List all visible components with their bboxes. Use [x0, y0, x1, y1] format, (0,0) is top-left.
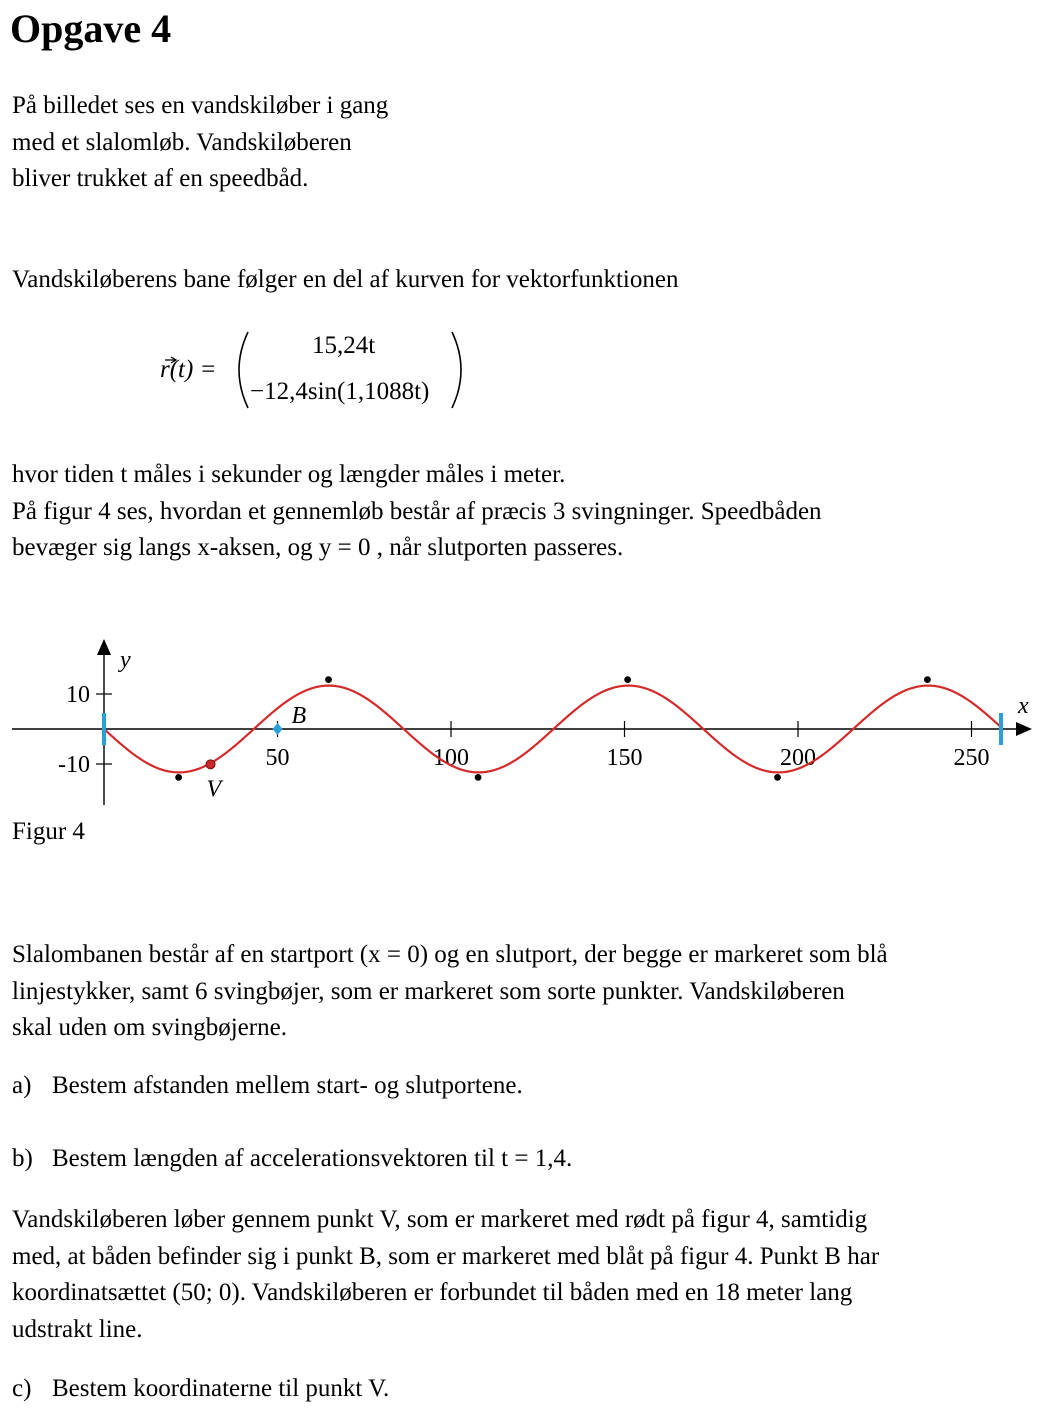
intro-line: På billedet ses en vandskiløber i gang — [12, 92, 389, 119]
x-axis-arrow-icon — [1016, 722, 1032, 736]
x-tick-label: 250 — [953, 745, 990, 771]
right-paren-icon — [452, 332, 461, 408]
intro-line: bliver trukket af en speedbåd. — [12, 165, 309, 192]
slalom-line: linjestykker, samt 6 svingbøjer, som er markeret som sorte punkter. Vandskiløberen — [12, 977, 845, 1005]
v-line: koordinatsættet (50; 0). Vandskiløberen er forbundet til båden med en 18 meter lang — [12, 1279, 853, 1306]
vector-formula — [0, 320, 520, 420]
point-b-marker — [273, 723, 283, 735]
point-b-label: B — [291, 703, 307, 729]
v-line: udstrakt line. — [12, 1315, 143, 1343]
buoy-point — [325, 676, 332, 683]
slalom-paragraph — [12, 937, 888, 1047]
desc-line: hvor tiden t måles i sekunder og længder måles i meter. — [12, 461, 566, 488]
v-line: Vandskiløberen løber gennem punkt V, som er markeret med rødt på figur 4, samtidig — [12, 1206, 868, 1233]
x-tick-label: 50 — [265, 745, 290, 771]
intro-paragraph — [12, 88, 388, 198]
vector-intro: Vandskiløberens bane følger en del af kurven for vektorfunktionen — [12, 266, 679, 293]
y-axis-label: y — [120, 647, 131, 673]
buoy-point — [624, 676, 631, 683]
figure-4-chart — [0, 625, 1042, 810]
question-a-text: Bestem afstanden mellem start- og slutportene. — [52, 1072, 523, 1099]
formula-lhs: r(t) = — [160, 356, 217, 383]
slalom-line: Slalombanen består af en startport (x = 0) og en slutport, der begge er markeret som blå — [12, 941, 888, 968]
desc-line: På figur 4 ses, hvordan et gennemløb består af præcis 3 svingninger. Speedbåden — [12, 497, 822, 525]
question-c-text: Bestem koordinaterne til punkt V. — [52, 1375, 390, 1402]
x-tick-label: 100 — [433, 745, 469, 771]
slalom-line: skal uden om svingbøjerne. — [12, 1014, 287, 1041]
question-c-label: c) — [12, 1375, 32, 1402]
x-axis-label: x — [1018, 693, 1029, 719]
buoy-point — [175, 774, 182, 781]
y-axis-arrow-icon — [97, 639, 111, 655]
formula-row1: 15,24t — [312, 332, 376, 359]
left-paren-icon — [239, 332, 248, 408]
y-tick-label: -10 — [58, 752, 90, 778]
y-tick-label: 10 — [66, 682, 90, 708]
formula-row2: −12,4sin(1,1088t) — [250, 378, 430, 405]
x-tick-label: 200 — [780, 745, 816, 771]
point-v-paragraph — [12, 1202, 879, 1348]
buoy-point — [774, 774, 781, 781]
question-b-label: b) — [12, 1145, 33, 1172]
question-c — [12, 1375, 389, 1403]
question-b — [12, 1145, 572, 1173]
desc-line: bevæger sig langs x-aksen, og y = 0 , når slutporten passeres. — [12, 534, 624, 561]
buoy-point — [924, 676, 931, 683]
question-a-label: a) — [12, 1072, 32, 1099]
page-title: Opgave 4 — [10, 6, 172, 51]
question-b-text: Bestem længden af accelerationsvektoren til t = 1,4. — [52, 1145, 573, 1172]
intro-line: med et slalomløb. Vandskiløberen — [12, 128, 352, 156]
question-a — [12, 1072, 523, 1100]
point-v-label: V — [206, 776, 222, 803]
description-paragraph — [12, 457, 822, 567]
point-v-marker — [206, 760, 215, 769]
v-line: med, at båden befinder sig i punkt B, som er markeret med blåt på figur 4. Punkt B har — [12, 1242, 880, 1270]
x-tick-label: 150 — [606, 745, 643, 771]
figure-caption: Figur 4 — [12, 818, 85, 845]
buoy-point — [475, 774, 482, 781]
